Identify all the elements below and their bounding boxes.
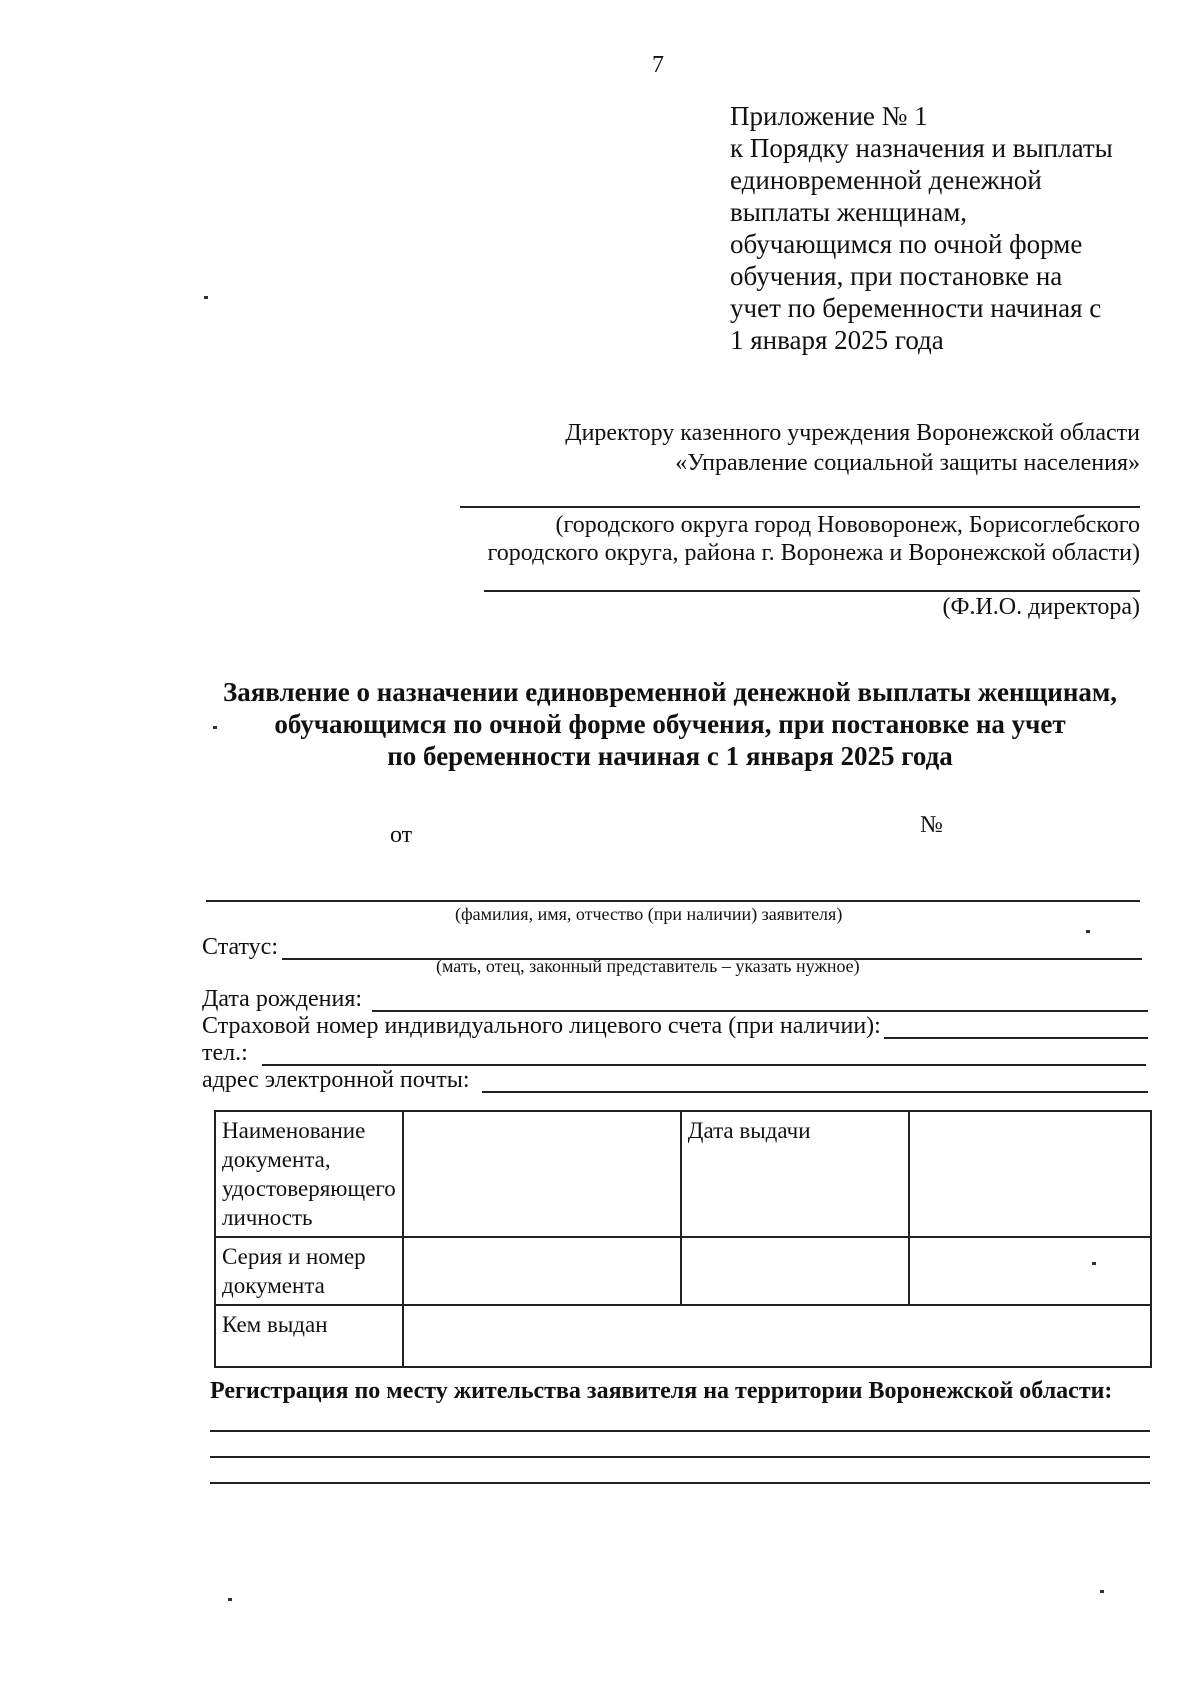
appendix-line: выплаты женщинам,	[730, 197, 968, 227]
status-label: Статус:	[202, 934, 278, 960]
registration-label: Регистрация по месту жительства заявителя на территории Воронежской области:	[210, 1378, 1113, 1404]
district-fill-line	[460, 506, 1140, 508]
appendix-line: обучающимся по очной форме	[730, 229, 1083, 259]
registration-fill-line	[210, 1482, 1150, 1484]
table-row	[215, 1111, 1151, 1237]
doc-name-value-cell[interactable]	[403, 1111, 681, 1237]
series-label-cell: Серия и номер документа	[215, 1237, 403, 1305]
scan-speck	[213, 726, 217, 729]
fio-hint: (фамилия, имя, отчество (при наличии) заявителя)	[455, 904, 843, 924]
table-row	[215, 1237, 1151, 1305]
page-number: 7	[652, 52, 664, 78]
scan-speck	[1100, 1590, 1104, 1593]
title-line: по беременности начиная с 1 января 2025 года	[387, 741, 953, 771]
title-line: обучающимся по очной форме обучения, при постановке на учет	[274, 709, 1066, 739]
scan-speck	[204, 296, 208, 299]
document-title	[140, 676, 1200, 772]
appendix-header	[730, 100, 1150, 356]
doc-name-label-cell: Наименование документа, удостоверяющего личность	[215, 1111, 403, 1237]
appendix-line: учет по беременности начиная с	[730, 293, 1102, 323]
appendix-line: обучения, при постановке на	[730, 261, 1063, 291]
director-hint: (Ф.И.О. директора)	[942, 594, 1140, 620]
email-fill-line	[482, 1091, 1148, 1093]
district-hint-1: (городского округа город Нововоронеж, Борисоглебского	[555, 512, 1140, 538]
email-label: адрес электронной почты:	[202, 1067, 470, 1093]
director-fill-line	[484, 590, 1140, 592]
scan-speck	[1092, 1262, 1096, 1265]
number-label: №	[920, 812, 943, 838]
issued-by-label-cell: Кем выдан	[215, 1305, 403, 1367]
registration-fill-line	[210, 1456, 1150, 1458]
scan-speck	[1086, 930, 1090, 933]
series-extra-cell[interactable]	[909, 1237, 1151, 1305]
title-line: Заявление о назначении единовременной денежной выплаты женщинам,	[222, 677, 1118, 707]
appendix-line: 1 января 2025 года	[730, 325, 944, 355]
series-extra-cell[interactable]	[681, 1237, 909, 1305]
registration-fill-line	[210, 1430, 1150, 1432]
status-hint: (мать, отец, законный представитель – указать нужное)	[436, 956, 860, 976]
phone-fill-line	[262, 1064, 1146, 1066]
addressee-line-1: Директору казенного учреждения Воронежской области	[565, 420, 1140, 446]
fio-fill-line	[206, 900, 1140, 902]
appendix-line: к Порядку назначения и выплаты	[730, 133, 1113, 163]
series-value-cell[interactable]	[403, 1237, 681, 1305]
snils-fill-line	[884, 1037, 1148, 1039]
appendix-line: единовременной денежной	[730, 165, 1042, 195]
addressee-line-2: «Управление социальной защиты населения»	[675, 450, 1140, 476]
snils-label: Страховой номер индивидуального лицевого счета (при наличии):	[202, 1013, 881, 1039]
birth-date-label: Дата рождения:	[202, 986, 363, 1012]
scan-speck	[228, 1598, 232, 1601]
birth-date-fill-line	[372, 1010, 1148, 1012]
from-label: от	[390, 822, 413, 848]
phone-label: тел.:	[202, 1040, 248, 1066]
issued-by-value-cell[interactable]	[403, 1305, 1151, 1367]
district-hint-2: городского округа, района г. Воронежа и Воронежской области)	[487, 540, 1140, 566]
appendix-line: Приложение № 1	[730, 101, 928, 131]
table-row	[215, 1305, 1151, 1367]
issue-date-value-cell[interactable]	[909, 1111, 1151, 1237]
issue-date-label-cell: Дата выдачи	[681, 1111, 909, 1237]
id-document-table	[214, 1110, 1152, 1368]
